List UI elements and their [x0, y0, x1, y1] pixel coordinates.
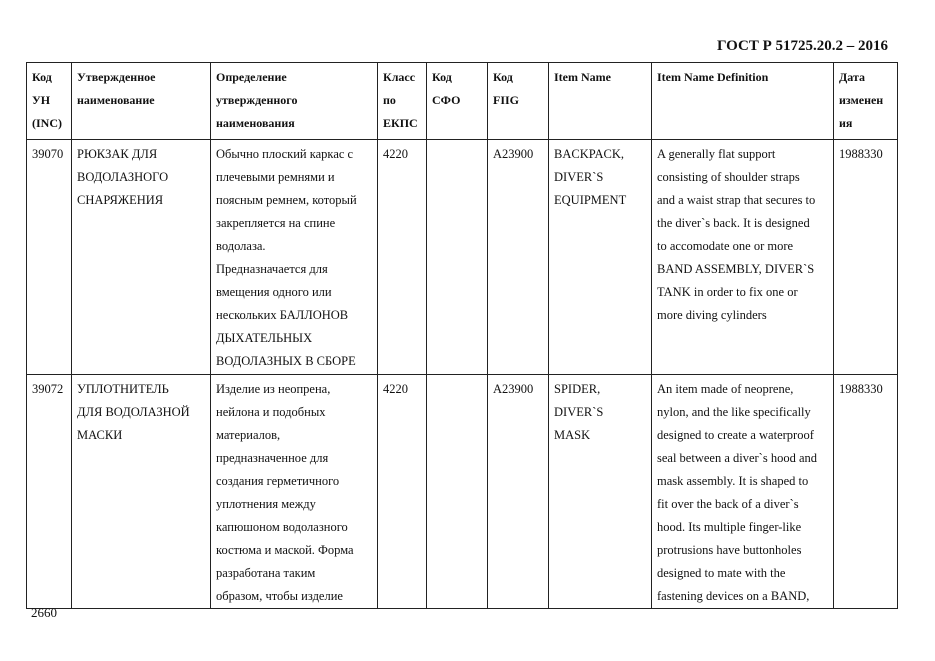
cell-name: РЮКЗАК ДЛЯ ВОДОЛАЗНОГО СНАРЯЖЕНИЯ	[72, 140, 211, 375]
cell-item-name: SPIDER, DIVER`S MASK	[549, 375, 652, 609]
cell-definition: Изделие из неопрена, нейлона и подобных материалов, предназначенное для создания герметичного уплотнения между капюшоном водолазного костюма и маской. Форма разработана таким образом, чтобы изделие	[211, 375, 378, 609]
cell-fiig: A23900	[488, 375, 549, 609]
col-header-definition: Определение утвержденного наименования	[211, 63, 378, 140]
table-header-row	[27, 63, 898, 140]
col-header-item-def: Item Name Definition	[652, 63, 834, 140]
cell-code: 39072	[27, 375, 72, 609]
cell-class: 4220	[378, 140, 427, 375]
col-header-item-name: Item Name	[549, 63, 652, 140]
col-header-name: Утвержденное наименование	[72, 63, 211, 140]
cell-name: УПЛОТНИТЕЛЬ ДЛЯ ВОДОЛАЗНОЙ МАСКИ	[72, 375, 211, 609]
cell-item-def: An item made of neoprene, nylon, and the like specifically designed to create a waterproof seal between a diver`s hood and mask assembly. It is shaped to fit over the back of a diver`s hood. Its multiple finger-like protrusions have buttonholes designed to mate with the fastening devices on a BAND,	[652, 375, 834, 609]
cell-sfo	[427, 140, 488, 375]
table-row	[27, 375, 898, 609]
page-number: 2660	[31, 605, 57, 620]
col-header-class: Класс по ЕКПС	[378, 63, 427, 140]
cell-item-def: A generally flat support consisting of shoulder straps and a waist strap that secures to the diver`s back. It is designed to accomodate one or more BAND ASSEMBLY, DIVER`S TANK in order to fix one or more diving cylinders	[652, 140, 834, 375]
standard-number: ГОСТ Р 51725.20.2 – 2016	[716, 38, 888, 54]
cell-fiig: A23900	[488, 140, 549, 375]
cell-definition: Обычно плоский каркас с плечевыми ремнями и поясным ремнем, который закрепляется на спине водолаза. Предназначается для вмещения одного или нескольких БАЛЛОНОВ ДЫХАТЕЛЬНЫХ ВОДОЛАЗНЫХ В СБОРЕ	[211, 140, 378, 375]
col-header-sfo: Код СФО	[427, 63, 488, 140]
col-header-code: Код УН (INC)	[27, 63, 72, 140]
cell-date: 1988330	[834, 140, 898, 375]
cell-code: 39070	[27, 140, 72, 375]
item-table	[26, 62, 898, 609]
col-header-fiig: Код FIIG	[488, 63, 549, 140]
table-row	[27, 140, 898, 375]
col-header-date: Дата изменен ия	[834, 63, 898, 140]
cell-sfo	[427, 375, 488, 609]
cell-class: 4220	[378, 375, 427, 609]
cell-item-name: BACKPACK, DIVER`S EQUIPMENT	[549, 140, 652, 375]
cell-date: 1988330	[834, 375, 898, 609]
